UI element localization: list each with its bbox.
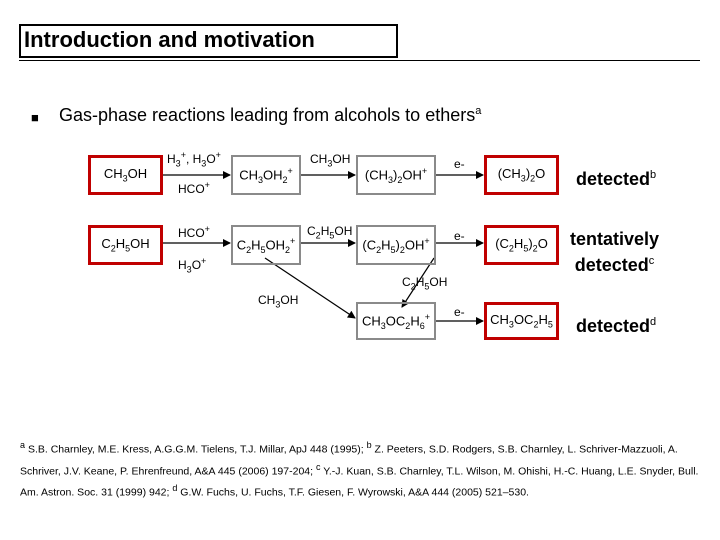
- product-ethyl-methyl-ether-label: $CH_3OC_2H_5$: [490, 312, 553, 330]
- product-ethyl-methyl-ether-box: [484, 302, 559, 340]
- references: $^a$ S.B. Charnley, M.E. Kress, A.G.G.M. Tielens, T.J. Millar, ApJ 448 (1995); $^b$ Z. Peeters, S.D. Rodgers, S.B. Charnley, L. Schriver-Mazzuoli, A. Schriver, J.V. Keane, P. Ehrenfreund, A&A 445 (2006) 197-204; $^c$ Y.-J. Kuan, S.B. Charnley, T.L. Wilson, M. Ohishi, H.-C. Huang, L.E. Snyder, Bull. Am. Astron. Soc. 31 (1999) 942; $^d$ G.W. Fuchs, U. Fuchs, T.F. Giesen, F. Wyrowski, A&A 444 (2005) 521–530.: [20, 440, 699, 499]
- intermediate-c2h5oh2-label: $C_2H_5OH_2^+$: [236, 235, 296, 255]
- label-ch3oh-top: $CH_3OH$: [310, 152, 351, 169]
- reactant-c2h5oh-box: [88, 225, 163, 265]
- intermediate-ch3oc2h6-box: [356, 302, 436, 340]
- intermediate-c2h5-2-oh-box: [356, 225, 436, 265]
- label-electron-3: e-: [454, 305, 465, 319]
- detection-status-diethyl: tentatively detected$^c$: [570, 229, 660, 275]
- label-c2h5oh-low: $C_2H_5OH$: [402, 275, 448, 292]
- reactant-ch3oh-box: [88, 155, 163, 195]
- bullet-square-icon: ■: [31, 110, 39, 125]
- label-c2h5oh-mid: $C_2H_5OH$: [307, 224, 353, 241]
- label-h3o-mid: $H_3O^+$: [178, 256, 207, 275]
- intermediate-ch3-2-oh-label: $(CH_3)_2OH^+$: [364, 165, 428, 185]
- reactant-ch3oh-label: $CH_3OH$: [103, 166, 148, 184]
- product-diethyl-ether-box: [484, 225, 559, 265]
- label-hco-mid: HCO+: [178, 224, 210, 240]
- intermediate-c2h5oh2-box: [231, 225, 301, 265]
- product-dimethyl-ether-label: $(CH_3)_2O$: [497, 166, 546, 184]
- intermediate-ch3oc2h6-label: $CH_3OC_2H_6^+$: [362, 311, 430, 331]
- product-diethyl-ether-label: $(C_2H_5)_2O$: [495, 236, 548, 254]
- label-h3-h3o: $H_3^+$, $H_3O^+$: [167, 150, 221, 169]
- page-title: Introduction and motivation: [24, 27, 315, 52]
- bullet-text: Gas-phase reactions leading from alcohols to ethers$^a$: [59, 105, 482, 125]
- label-electron-2: e-: [454, 229, 465, 243]
- reactant-c2h5oh-label: $C_2H_5OH$: [101, 236, 150, 254]
- intermediate-c2h5-2-oh-label: $(C_2H_5)_2OH^+$: [362, 235, 430, 255]
- label-electron-1: e-: [454, 157, 465, 171]
- label-hco-top: HCO+: [178, 180, 210, 196]
- detection-status-dimethyl: detected$^b$: [576, 169, 657, 189]
- intermediate-ch3-2-oh-box: [356, 155, 436, 195]
- label-ch3oh-low: $CH_3OH$: [258, 293, 299, 310]
- product-dimethyl-ether-box: [484, 155, 559, 195]
- detection-status-ethyl-methyl: detected$^d$: [576, 316, 657, 336]
- intermediate-ch3oh2-box: [231, 155, 301, 195]
- intermediate-ch3oh2-label: $CH_3OH_2^+$: [239, 165, 293, 185]
